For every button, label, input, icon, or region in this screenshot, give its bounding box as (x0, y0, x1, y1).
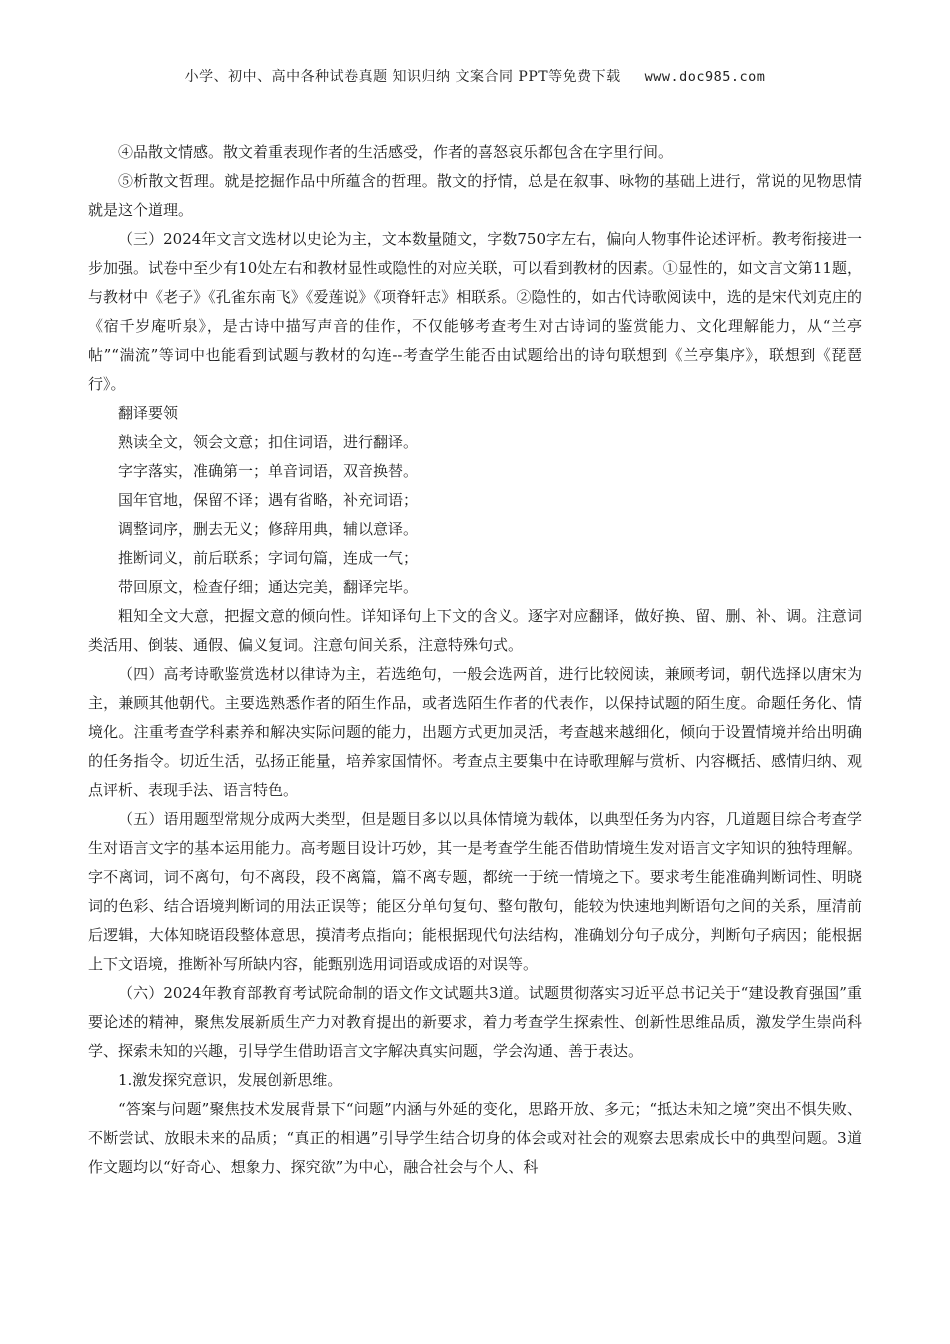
paragraph-section-4-poetry: （四）高考诗歌鉴赏选材以律诗为主，若选绝句，一般会选两首，进行比较阅读，兼顾考词，朝代选择以唐宋为主，兼顾其他朝代。主要选熟悉作者的陌生作品，或者选陌生作者的代表作，以保持试题的陌生度。命题任务化、情境化。注重考查学科素养和解决实际问题的能力，出题方式更加灵活，考查越来越细化，倾向于设置情境并给出明确的任务指令。切近生活，弘扬正能量，培养家国情怀。考查点主要集中在诗歌理解与赏析、内容概括、感情归纳、观点评析、表现手法、语言特色。 (88, 665, 862, 799)
page-header (0, 66, 950, 86)
header-text: 小学、初中、高中各种试卷真题 知识归纳 文案合同 PPT等免费下载 (184, 69, 621, 85)
subsection-title: 1.激发探究意识，发展创新思维。 (118, 1071, 343, 1089)
paragraph-prose-philosophy: ⑤析散文哲理。就是挖掘作品中所蕴含的哲理。散文的抒情，总是在叙事、咏物的基础上进行，常说的见物思情就是这个道理。 (88, 172, 862, 219)
header-site-url: www.doc985.com (644, 69, 766, 85)
subsection-text: “答案与问题”聚焦技术发展背景下“问题”内涵与外延的变化，思路开放、多元；“抵达未知之境”突出不惧失败、不断尝试、放眼未来的品质；“真正的相遇”引导学生结合切身的体会或对社会的观察去思索成长中的典型问题。3道作文题均以“好奇心、想象力、探究欲”为中心，融合社会与个人、科 (88, 1100, 862, 1176)
translation-line: 调整词序，删去无义；修辞用典，辅以意译。 (118, 520, 419, 538)
translation-line: 国年官地，保留不译；遇有省略，补充词语； (118, 491, 419, 509)
paragraph-section-5-language-use: （五）语用题型常规分成两大类型，但是题目多以以具体情境为载体，以典型任务为内容，几道题目综合考查学生对语言文字的基本运用能力。高考题目设计巧妙，其一是考查学生能否借助情境生发对语言文字知识的独特理解。字不离词，词不离句，句不离段，段不离篇，篇不离专题，都统一于统一情境之下。要求考生能准确判断词性、明晓词的色彩、结合语境判断词的用法正误等；能区分单句复句、整句散句，能较为快速地判断语句之间的关系，厘清前后逻辑，大体知晓语段整体意思，摸清考点指向；能根据现代句法结构，准确划分句子成分，判断句子病因；能根据上下文语境，推断补写所缺内容，能甄别选用词语或成语的对误等。 (88, 810, 862, 973)
translation-line: 字字落实，准确第一；单音词语，双音换替。 (118, 462, 419, 480)
paragraph-prose-emotion: ④品散文情感。散文着重表现作者的生活感受，作者的喜怒哀乐都包含在字里行间。 (118, 143, 674, 161)
translation-summary: 粗知全文大意，把握文意的倾向性。详知译句上下文的含义。逐字对应翻译，做好换、留、删、补、调。注意词类活用、倒装、通假、偏义复词。注意句间关系，注意特殊句式。 (88, 607, 862, 654)
translation-line: 推断词义，前后联系；字词句篇，连成一气； (118, 549, 419, 567)
translation-line: 熟读全文，领会文意；扣住词语，进行翻译。 (118, 433, 419, 451)
paragraph-section-3-classical-chinese: （三）2024年文言文选材以史论为主，文本数量随文，字数750字左右，偏向人物事件论述评析。教考衔接进一步加强。试卷中至少有10处左右和教材显性或隐性的对应关联，可以看到教材的因素。①显性的，如文言文第11题，与教材中《老子》《孔雀东南飞》《爱莲说》《项脊轩志》相联系。②隐性的，如古代诗歌阅读中，选的是宋代刘克庄的《宿千岁庵听泉》，是古诗中描写声音的佳作，不仅能够考查考生对古诗词的鉴赏能力、文化理解能力，从“兰亭帖”“湍流”等词中也能看到试题与教材的勾连--考查学生能否由试题给出的诗句联想到《兰亭集序》，联想到《琵琶行》。 (88, 230, 862, 393)
translation-title: 翻译要领 (118, 404, 179, 422)
translation-line: 带回原文，检查仔细；通达完美，翻译完毕。 (118, 578, 419, 596)
document-body (88, 138, 862, 1182)
paragraph-section-6-composition: （六）2024年教育部教育考试院命制的语文作文试题共3道。试题贯彻落实习近平总书记关于“建设教育强国”重要论述的精神，聚焦发展新质生产力对教育提出的新要求，着力考查学生探索性、创新性思维品质，激发学生崇尚科学、探索未知的兴趣，引导学生借助语言文字解决真实问题，学会沟通、善于表达。 (88, 984, 862, 1060)
